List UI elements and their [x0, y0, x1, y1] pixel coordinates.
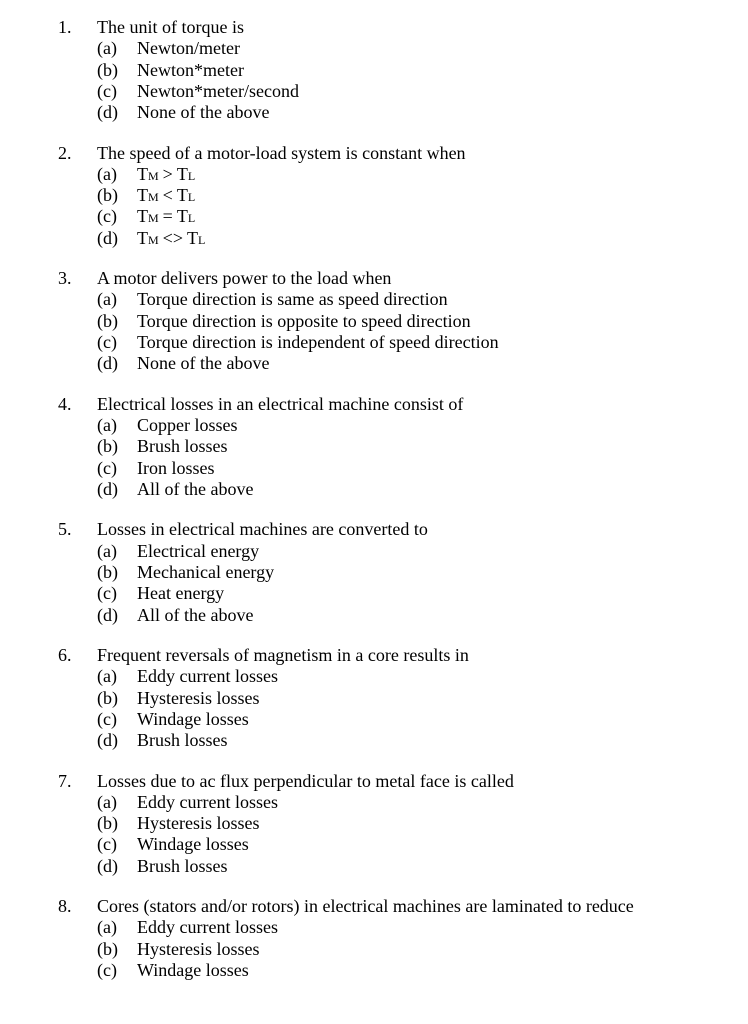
answer-option: [0, 60, 748, 81]
torque-subscript: L: [187, 211, 196, 226]
option-text: Windage losses: [137, 960, 249, 981]
question-number: 1.: [58, 17, 72, 37]
question-number: 6.: [58, 645, 72, 665]
option-label: (b): [97, 813, 118, 834]
option-text: Newton*meter/second: [137, 80, 299, 101]
answer-option: [0, 583, 748, 604]
relation-operator: <: [162, 185, 173, 206]
answer-option: [0, 458, 748, 479]
answer-option: [0, 102, 748, 123]
question-number: 8.: [58, 896, 72, 917]
answer-option: [0, 353, 748, 374]
question-text: A motor delivers power to the load when: [97, 268, 392, 289]
option-label: (a): [97, 666, 117, 687]
option-text: Electrical energy: [137, 540, 260, 561]
answer-option: [0, 709, 748, 730]
option-label: (d): [97, 353, 118, 374]
option-text: Torque direction is independent of speed direction: [137, 332, 499, 353]
option-text: Newton*meter: [137, 59, 244, 80]
option-text: Windage losses: [137, 834, 249, 855]
option-text: Eddy current losses: [137, 666, 278, 687]
torque-subscript: M: [148, 190, 159, 205]
question-text: The speed of a motor-load system is constant when: [97, 142, 466, 163]
answer-option: [0, 856, 748, 877]
option-text: [137, 164, 195, 187]
question-8: [0, 896, 748, 981]
answer-option: [0, 960, 748, 981]
option-label: (b): [97, 185, 118, 206]
question-stem-line: [0, 17, 748, 38]
option-label: (b): [97, 938, 118, 959]
answer-option: [0, 289, 748, 310]
answer-option: [0, 939, 748, 960]
question-2: [0, 143, 748, 249]
question-text: Cores (stators and/or rotors) in electrical machines are laminated to reduce: [97, 896, 634, 917]
option-text: Eddy current losses: [137, 791, 278, 812]
option-label: (a): [97, 38, 117, 59]
question-number: 2.: [58, 142, 72, 163]
torque-symbol: T: [137, 185, 148, 206]
answer-option: [0, 332, 748, 353]
answer-option: [0, 688, 748, 709]
relation-operator: <>: [162, 227, 183, 248]
answer-option: [0, 605, 748, 626]
question-4: [0, 394, 748, 500]
option-label: (d): [97, 730, 118, 751]
option-text: [137, 228, 205, 251]
torque-symbol: T: [176, 206, 188, 227]
question-number: 7.: [58, 770, 72, 791]
torque-subscript: M: [148, 232, 159, 247]
option-label: (a): [97, 540, 117, 561]
answer-option: [0, 834, 748, 855]
question-stem-line: [0, 771, 748, 792]
option-label: (d): [97, 102, 118, 123]
option-label: (a): [97, 163, 117, 184]
answer-option: [0, 228, 748, 249]
option-label: (a): [97, 791, 117, 812]
option-text: All of the above: [137, 604, 254, 625]
option-label: (c): [97, 80, 117, 101]
option-text: Copper losses: [137, 415, 238, 436]
option-text: Brush losses: [137, 855, 228, 876]
option-label: (c): [97, 708, 117, 729]
option-label: (b): [97, 561, 118, 582]
question-stem-line: [0, 268, 748, 289]
option-label: (d): [97, 478, 118, 499]
option-label: (c): [97, 583, 117, 604]
relation-operator: =: [162, 206, 173, 227]
torque-subscript: L: [187, 190, 196, 205]
option-text: Brush losses: [137, 730, 228, 751]
answer-option: [0, 206, 748, 227]
option-text: Torque direction is same as speed direction: [137, 289, 448, 310]
answer-option: [0, 917, 748, 938]
option-text: [137, 206, 195, 229]
answer-option: [0, 436, 748, 457]
option-label: (a): [97, 289, 117, 310]
option-text: Eddy current losses: [137, 917, 278, 938]
question-text: Electrical losses in an electrical machine consist of: [97, 393, 464, 414]
torque-subscript: M: [148, 168, 159, 183]
question-text: Losses due to ac flux perpendicular to metal face is called: [97, 770, 514, 791]
option-text: None of the above: [137, 102, 270, 123]
question-1: [0, 17, 748, 123]
option-text: Windage losses: [137, 708, 249, 729]
option-label: (c): [97, 206, 117, 227]
answer-option: [0, 164, 748, 185]
option-label: (c): [97, 457, 117, 478]
question-text: Frequent reversals of magnetism in a core results in: [97, 645, 469, 665]
option-text: Newton/meter: [137, 38, 240, 59]
question-text: Losses in electrical machines are converted to: [97, 519, 428, 540]
option-text: Torque direction is opposite to speed direction: [137, 310, 471, 331]
torque-symbol: T: [137, 227, 148, 248]
answer-option: [0, 81, 748, 102]
option-label: (b): [97, 436, 118, 457]
question-stem-line: [0, 645, 748, 666]
option-text: Hysteresis losses: [137, 687, 260, 708]
option-label: (d): [97, 604, 118, 625]
option-text: None of the above: [137, 353, 270, 374]
torque-subscript: L: [197, 232, 206, 247]
option-label: (d): [97, 855, 118, 876]
option-label: (b): [97, 687, 118, 708]
question-3: [0, 268, 748, 374]
option-label: (b): [97, 59, 118, 80]
torque-subscript: L: [187, 168, 196, 183]
question-number: 3.: [58, 268, 72, 289]
torque-symbol: T: [186, 227, 198, 248]
torque-symbol: T: [176, 163, 188, 184]
option-label: (b): [97, 310, 118, 331]
answer-option: [0, 415, 748, 436]
answer-option: [0, 813, 748, 834]
torque-symbol: T: [176, 185, 188, 206]
answer-option: [0, 311, 748, 332]
question-stem-line: [0, 519, 748, 540]
answer-option: [0, 666, 748, 687]
option-text: Brush losses: [137, 436, 228, 457]
question-number: 5.: [58, 519, 72, 540]
torque-symbol: T: [137, 163, 148, 184]
option-text: All of the above: [137, 478, 254, 499]
option-text: Hysteresis losses: [137, 938, 260, 959]
question-number: 4.: [58, 393, 72, 414]
question-5: [0, 519, 748, 625]
question-stem-line: [0, 896, 748, 917]
question-text: The unit of torque is: [97, 17, 244, 37]
answer-option: [0, 38, 748, 59]
torque-symbol: T: [137, 206, 148, 227]
answer-option: [0, 562, 748, 583]
answer-option: [0, 479, 748, 500]
torque-subscript: M: [148, 211, 159, 226]
question-6: [0, 645, 748, 751]
answer-option: [0, 792, 748, 813]
option-text: [137, 185, 195, 208]
option-label: (c): [97, 834, 117, 855]
option-label: (a): [97, 917, 117, 938]
option-label: (d): [97, 227, 118, 248]
option-text: Iron losses: [137, 457, 215, 478]
question-stem-line: [0, 394, 748, 415]
option-label: (c): [97, 960, 117, 981]
option-text: Mechanical energy: [137, 561, 275, 582]
option-text: Hysteresis losses: [137, 813, 260, 834]
answer-option: [0, 185, 748, 206]
question-7: [0, 771, 748, 877]
question-stem-line: [0, 143, 748, 164]
relation-operator: >: [162, 163, 173, 184]
option-text: Heat energy: [137, 583, 225, 604]
answer-option: [0, 541, 748, 562]
answer-option: [0, 730, 748, 751]
option-label: (c): [97, 332, 117, 353]
option-label: (a): [97, 415, 117, 436]
